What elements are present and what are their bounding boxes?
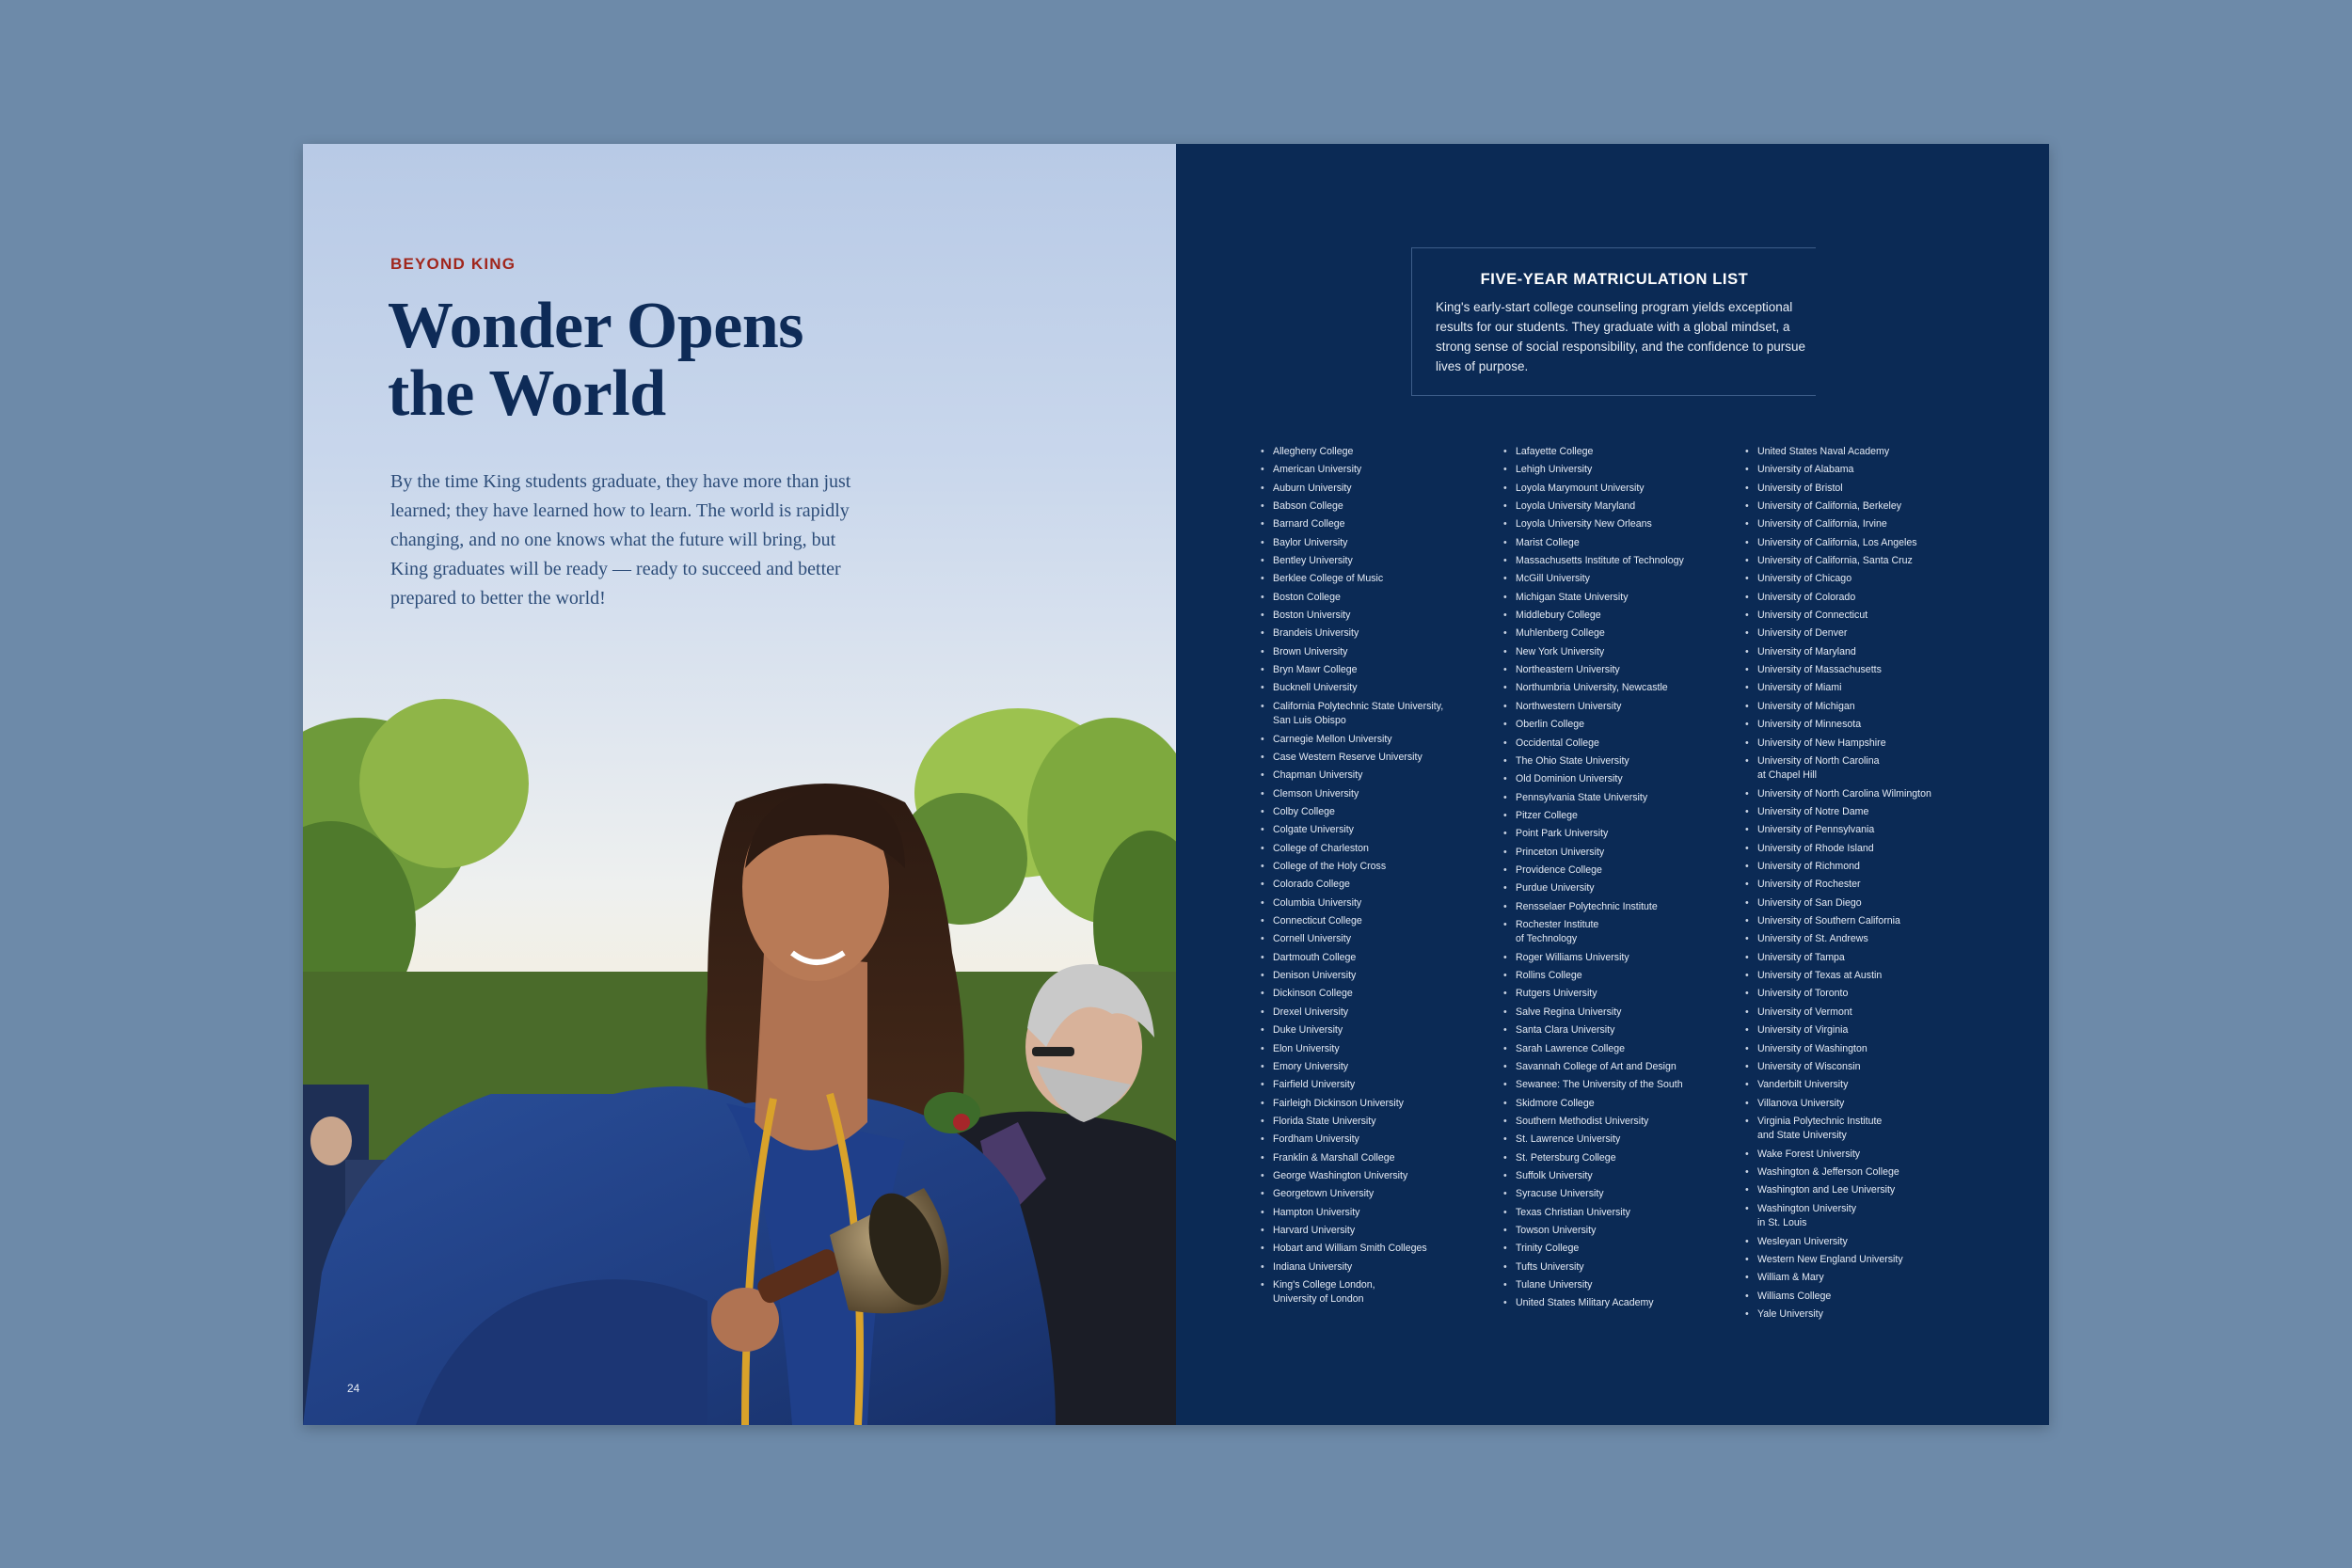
college-list-item: • Fairfield University: [1261, 1078, 1443, 1093]
college-list-item: • Southern Methodist University: [1503, 1115, 1684, 1130]
college-list-item: • Trinity College: [1503, 1242, 1684, 1257]
college-list-item: • Roger Williams University: [1503, 951, 1684, 966]
college-list-item: • The Ohio State University: [1503, 754, 1684, 769]
college-list-item: • Berklee College of Music: [1261, 572, 1443, 587]
college-list-item: • Northeastern University: [1503, 663, 1684, 678]
college-list-item: • Emory University: [1261, 1060, 1443, 1075]
college-list-column-2: [1503, 445, 1684, 1315]
college-list-item: • Salve Regina University: [1503, 1006, 1684, 1021]
college-list-item: • University of Virginia: [1745, 1023, 1931, 1038]
college-list-item: • Point Park University: [1503, 827, 1684, 842]
college-list-item: • Indiana University: [1261, 1260, 1443, 1275]
college-list-item: • University of Rochester: [1745, 878, 1931, 893]
college-list-item: • Cornell University: [1261, 932, 1443, 947]
college-list-item: • University of Minnesota: [1745, 718, 1931, 733]
college-list-item: • Hampton University: [1261, 1206, 1443, 1221]
college-list-item: • Baylor University: [1261, 536, 1443, 551]
college-list-item: • University of Southern California: [1745, 914, 1931, 929]
college-list-item: • Allegheny College: [1261, 445, 1443, 460]
college-list-item: • University of St. Andrews: [1745, 932, 1931, 947]
college-list-item: • Princeton University: [1503, 846, 1684, 861]
college-list-item: • University of New Hampshire: [1745, 736, 1931, 752]
college-list-item: • University of Denver: [1745, 626, 1931, 641]
college-list-item: • University of San Diego: [1745, 896, 1931, 911]
college-list-item: • Babson College: [1261, 499, 1443, 515]
college-list-item: • University of Texas at Austin: [1745, 969, 1931, 984]
college-list-item: • King's College London, University of London: [1261, 1278, 1443, 1307]
college-list-item: • University of California, Irvine: [1745, 517, 1931, 532]
college-list-item: • McGill University: [1503, 572, 1684, 587]
college-list-item: • St. Lawrence University: [1503, 1132, 1684, 1148]
college-list-item: • Bryn Mawr College: [1261, 663, 1443, 678]
college-list-item: • University of Michigan: [1745, 700, 1931, 715]
headline-line-2: the World: [388, 357, 666, 430]
college-list-item: • Brown University: [1261, 645, 1443, 660]
college-list-item: • Rochester Institute of Technology: [1503, 918, 1684, 947]
college-list-item: • Old Dominion University: [1503, 772, 1684, 787]
college-list-item: • University of Rhode Island: [1745, 842, 1931, 857]
college-list-item: • Dickinson College: [1261, 987, 1443, 1002]
college-list-item: • College of the Holy Cross: [1261, 860, 1443, 875]
college-list-item: • Vanderbilt University: [1745, 1078, 1931, 1093]
college-list-item: • University of Notre Dame: [1745, 805, 1931, 820]
college-list-item: • University of Vermont: [1745, 1006, 1931, 1021]
college-list-item: • Chapman University: [1261, 768, 1443, 784]
college-list-item: • Northumbria University, Newcastle: [1503, 681, 1684, 696]
college-list-item: • Skidmore College: [1503, 1097, 1684, 1112]
page-number: 24: [347, 1382, 360, 1395]
college-list-item: • Franklin & Marshall College: [1261, 1151, 1443, 1166]
college-list-item: • Boston College: [1261, 591, 1443, 606]
college-list-item: • United States Naval Academy: [1745, 445, 1931, 460]
college-list-item: • Villanova University: [1745, 1097, 1931, 1112]
college-list-item: • Brandeis University: [1261, 626, 1443, 641]
college-list-item: • Wake Forest University: [1745, 1148, 1931, 1163]
college-list-item: • United States Military Academy: [1503, 1296, 1684, 1311]
college-list-item: • Washington and Lee University: [1745, 1183, 1931, 1198]
college-list-item: • Marist College: [1503, 536, 1684, 551]
college-list-item: • Colgate University: [1261, 823, 1443, 838]
college-list-item: • College of Charleston: [1261, 842, 1443, 857]
college-list-item: • University of California, Berkeley: [1745, 499, 1931, 515]
college-list-item: • University of Connecticut: [1745, 609, 1931, 624]
college-list-item: • Colby College: [1261, 805, 1443, 820]
college-list-item: • American University: [1261, 463, 1443, 478]
college-list-item: • Georgetown University: [1261, 1187, 1443, 1202]
college-list-item: • Colorado College: [1261, 878, 1443, 893]
college-list-item: • William & Mary: [1745, 1271, 1931, 1286]
section-eyebrow: BEYOND KING: [390, 255, 516, 273]
college-list-item: • Hobart and William Smith Colleges: [1261, 1242, 1443, 1257]
college-list-item: • University of Chicago: [1745, 572, 1931, 587]
college-list-item: • University of Alabama: [1745, 463, 1931, 478]
headline-line-1: Wonder Opens: [388, 290, 803, 362]
left-page: [303, 144, 1176, 1425]
college-list-item: • Florida State University: [1261, 1115, 1443, 1130]
college-list-item: • Michigan State University: [1503, 591, 1684, 606]
college-list-item: • George Washington University: [1261, 1169, 1443, 1184]
college-list-item: • Fairleigh Dickinson University: [1261, 1097, 1443, 1112]
college-list-item: • Northwestern University: [1503, 700, 1684, 715]
college-list-item: • Elon University: [1261, 1042, 1443, 1057]
college-list-item: • Occidental College: [1503, 736, 1684, 752]
college-list-item: • University of Massachusetts: [1745, 663, 1931, 678]
college-list-item: • Clemson University: [1261, 787, 1443, 802]
college-list-item: • Rutgers University: [1503, 987, 1684, 1002]
college-list-item: • Lafayette College: [1503, 445, 1684, 460]
college-list-item: • Providence College: [1503, 863, 1684, 879]
college-list-item: • Suffolk University: [1503, 1169, 1684, 1184]
college-list-item: • University of Bristol: [1745, 482, 1931, 497]
college-list-item: • Middlebury College: [1503, 609, 1684, 624]
right-page: [1176, 144, 2049, 1425]
college-list-item: • Sewanee: The University of the South: [1503, 1078, 1684, 1093]
college-list-item: • Sarah Lawrence College: [1503, 1042, 1684, 1057]
callout-title: FIVE-YEAR MATRICULATION LIST: [1480, 271, 1749, 288]
college-list-item: • University of Miami: [1745, 681, 1931, 696]
college-list-item: • Rollins College: [1503, 969, 1684, 984]
college-list-item: • University of Washington: [1745, 1042, 1931, 1057]
college-list-item: • Oberlin College: [1503, 718, 1684, 733]
lead-paragraph: By the time King students graduate, they have more than just learned; they have learned how to learn. The world is rapidly changing, and no one knows what the future will bring, but King graduates will be ready — ready to succeed and better prepared to better the world!: [390, 471, 851, 609]
college-list-item: • Columbia University: [1261, 896, 1443, 911]
college-list-item: • California Polytechnic State University, San Luis Obispo: [1261, 700, 1443, 729]
college-list-item: • University of Maryland: [1745, 645, 1931, 660]
college-list-item: • Massachusetts Institute of Technology: [1503, 554, 1684, 569]
college-list-item: • Loyola University New Orleans: [1503, 517, 1684, 532]
college-list-item: • Barnard College: [1261, 517, 1443, 532]
college-list-item: • Syracuse University: [1503, 1187, 1684, 1202]
college-list-item: • New York University: [1503, 645, 1684, 660]
college-list-item: • St. Petersburg College: [1503, 1151, 1684, 1166]
college-list-item: • University of Colorado: [1745, 591, 1931, 606]
college-list-item: • University of Tampa: [1745, 951, 1931, 966]
college-list-item: • Muhlenberg College: [1503, 626, 1684, 641]
college-list-item: • University of Richmond: [1745, 860, 1931, 875]
college-list-item: • Tulane University: [1503, 1278, 1684, 1293]
college-list-item: • Auburn University: [1261, 482, 1443, 497]
college-list-item: • Duke University: [1261, 1023, 1443, 1038]
college-list-item: • Case Western Reserve University: [1261, 751, 1443, 766]
college-list-item: • Virginia Polytechnic Institute and State University: [1745, 1115, 1931, 1144]
matriculation-callout: [1411, 247, 1816, 396]
callout-body: King's early-start college counseling program yields exceptional results for our students. They graduate with a global mindset, a strong sense of social responsibility, and the confidence to pursue lives of purpose.: [1436, 300, 1805, 373]
brochure-spread: [303, 144, 2049, 1425]
college-list-item: • Santa Clara University: [1503, 1023, 1684, 1038]
page-headline: [388, 290, 914, 430]
college-list-column-1: [1261, 445, 1443, 1311]
college-list-item: • Williams College: [1745, 1290, 1931, 1305]
college-list-item: • Wesleyan University: [1745, 1235, 1931, 1250]
college-list-item: • Pitzer College: [1503, 809, 1684, 824]
college-list-item: • Washington & Jefferson College: [1745, 1165, 1931, 1180]
college-list-item: • Pennsylvania State University: [1503, 791, 1684, 806]
college-list-item: • Harvard University: [1261, 1224, 1443, 1239]
college-list-item: • Yale University: [1745, 1307, 1931, 1323]
college-list-item: • Texas Christian University: [1503, 1206, 1684, 1221]
college-list-item: • Washington University in St. Louis: [1745, 1202, 1931, 1231]
college-list-item: • Towson University: [1503, 1224, 1684, 1239]
college-list-item: • University of Wisconsin: [1745, 1060, 1931, 1075]
college-list-item: • Savannah College of Art and Design: [1503, 1060, 1684, 1075]
college-list-item: • Western New England University: [1745, 1253, 1931, 1268]
college-list-item: • Bentley University: [1261, 554, 1443, 569]
college-list-item: • Dartmouth College: [1261, 951, 1443, 966]
college-list-item: • University of North Carolina at Chapel Hill: [1745, 754, 1931, 784]
college-list-item: • University of California, Los Angeles: [1745, 536, 1931, 551]
college-list-item: • Carnegie Mellon University: [1261, 733, 1443, 748]
college-list-item: • University of Toronto: [1745, 987, 1931, 1002]
college-list-item: • University of North Carolina Wilmington: [1745, 787, 1931, 802]
college-list-item: • Rensselaer Polytechnic Institute: [1503, 900, 1684, 915]
college-list-item: • Boston University: [1261, 609, 1443, 624]
college-list-column-3: [1745, 445, 1931, 1325]
college-list-item: • Fordham University: [1261, 1132, 1443, 1148]
college-list-item: • University of California, Santa Cruz: [1745, 554, 1931, 569]
college-list-item: • Drexel University: [1261, 1006, 1443, 1021]
college-list-item: • Tufts University: [1503, 1260, 1684, 1275]
college-list-item: • Purdue University: [1503, 881, 1684, 896]
college-list-item: • Loyola Marymount University: [1503, 482, 1684, 497]
college-list-item: • Denison University: [1261, 969, 1443, 984]
college-list-item: • Bucknell University: [1261, 681, 1443, 696]
college-list-item: • University of Pennsylvania: [1745, 823, 1931, 838]
college-list-item: • Lehigh University: [1503, 463, 1684, 478]
college-list-item: • Loyola University Maryland: [1503, 499, 1684, 515]
college-list-item: • Connecticut College: [1261, 914, 1443, 929]
